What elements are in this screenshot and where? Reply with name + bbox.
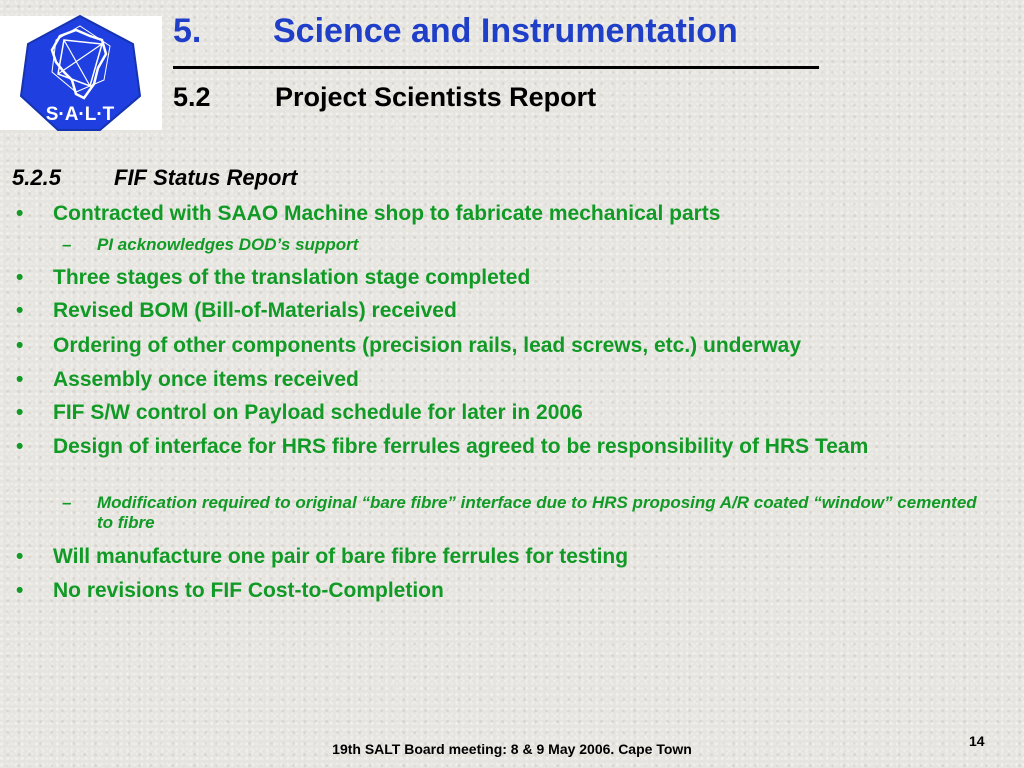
sub-list-item <box>62 235 982 255</box>
bullet-marker: • <box>16 266 24 289</box>
bullet-marker: • <box>16 299 24 322</box>
sub-list-item <box>62 493 977 533</box>
dash-marker: – <box>62 493 72 512</box>
dash-marker: – <box>62 235 72 254</box>
sub-list-item-text: Modification required to original “bare fibre” interface due to HRS proposing A/R coated “window” cemented to fibre <box>97 493 977 532</box>
list-item-text: Contracted with SAAO Machine shop to fabricate mechanical parts <box>53 202 721 225</box>
subtitle-text: Project Scientists Report <box>275 82 597 112</box>
title-divider <box>173 66 819 69</box>
bullet-marker: • <box>16 334 24 357</box>
list-item <box>16 435 966 458</box>
list-item <box>16 299 986 322</box>
salt-logo <box>0 16 162 130</box>
list-item <box>16 334 986 357</box>
list-item <box>16 202 986 225</box>
list-item <box>16 401 986 424</box>
bullet-marker: • <box>16 579 24 602</box>
list-item-text: Revised BOM (Bill-of-Materials) received <box>53 299 457 322</box>
bullet-marker: • <box>16 545 24 568</box>
footer-text: 19th SALT Board meeting: 8 & 9 May 2006. Cape Town <box>332 741 692 757</box>
section-heading <box>12 165 297 191</box>
section-title: FIF Status Report <box>114 165 298 190</box>
list-item <box>16 545 986 568</box>
list-item-text: No revisions to FIF Cost-to-Completion <box>53 579 444 602</box>
bullet-marker: • <box>16 435 24 458</box>
bullet-marker: • <box>16 368 24 391</box>
list-item <box>16 266 986 289</box>
list-item <box>16 579 986 602</box>
list-item-text: Design of interface for HRS fibre ferrules agreed to be responsibility of HRS Team <box>53 435 869 458</box>
logo-text: S·A·L·T <box>45 104 115 125</box>
bullet-marker: • <box>16 202 24 225</box>
page-title <box>173 12 738 51</box>
section-number: 5.2.5 <box>12 165 61 190</box>
list-item-text: Ordering of other components (precision rails, lead screws, etc.) underway <box>53 334 802 357</box>
list-item <box>16 368 986 391</box>
page-subtitle <box>173 82 596 113</box>
sub-list-item-text: PI acknowledges DOD’s support <box>97 235 359 254</box>
page-number: 14 <box>969 733 985 749</box>
subtitle-number: 5.2 <box>173 82 211 112</box>
salt-telescope-logo-icon <box>18 14 143 132</box>
title-text: Science and Instrumentation <box>273 12 738 50</box>
list-item-text: Assembly once items received <box>53 368 359 391</box>
list-item-text: FIF S/W control on Payload schedule for later in 2006 <box>53 401 583 424</box>
title-number: 5. <box>173 12 202 50</box>
list-item-text: Three stages of the translation stage completed <box>53 266 531 289</box>
bullet-marker: • <box>16 401 24 424</box>
list-item-text: Will manufacture one pair of bare fibre ferrules for testing <box>53 545 629 568</box>
